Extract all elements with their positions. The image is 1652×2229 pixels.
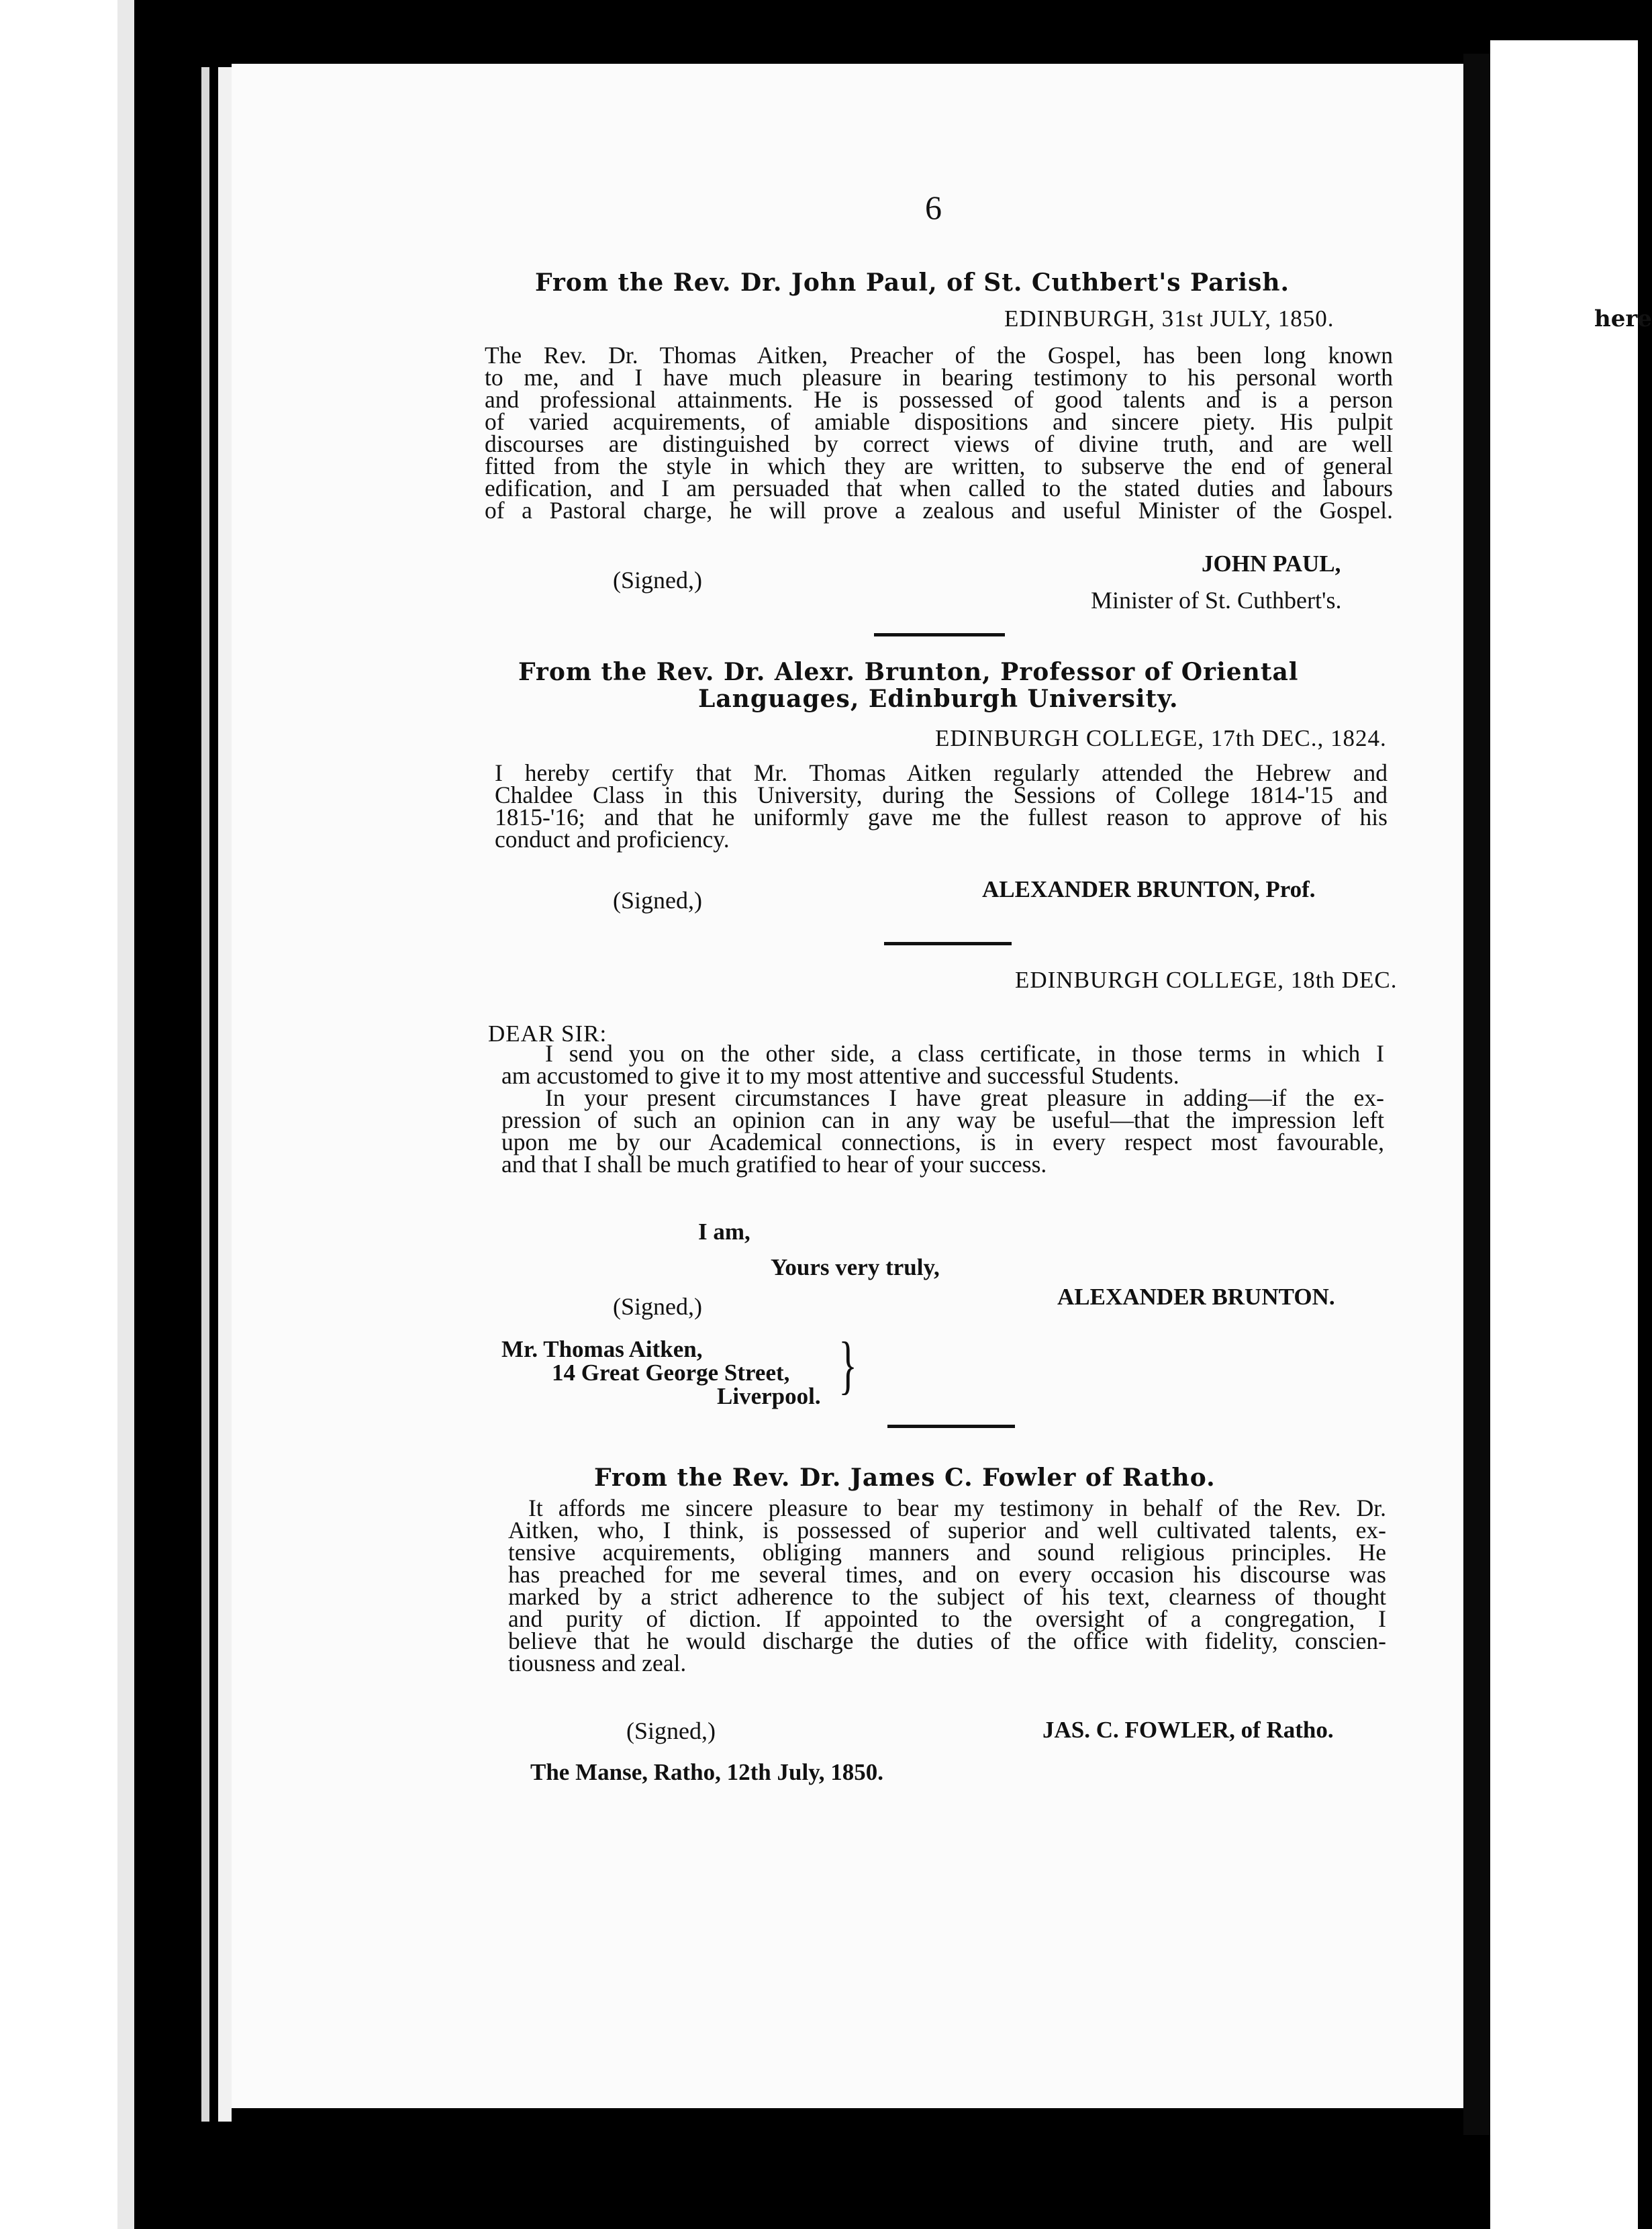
letter-4-place-date: The Manse, Ratho, 12th July, 1850. xyxy=(530,1759,884,1785)
page-edge xyxy=(218,67,232,2122)
address-line: Liverpool. xyxy=(717,1383,821,1409)
body-line: It affords me sincere pleasure to bear my testimony in behalf of the Rev. Dr. xyxy=(528,1495,1386,1521)
body-line: and purity of diction. If appointed to the oversight of a congregation, I xyxy=(508,1605,1386,1632)
letter-3-body xyxy=(501,1040,1384,1178)
body-line: am accustomed to give it to my most attentive and successful Students. xyxy=(501,1062,1179,1089)
letter-1-heading: From the Rev. Dr. John Paul, of St. Cuthbert's Parish. xyxy=(535,269,1290,297)
body-line: I hereby certify that Mr. Thomas Aitken regularly attended the Hebrew and xyxy=(495,759,1388,786)
letter-2-heading-line2: Languages, Edinburgh University. xyxy=(698,685,1179,713)
letter-4-body xyxy=(508,1497,1386,1674)
section-divider xyxy=(874,633,1005,636)
letter-3-closing-2: Yours very truly, xyxy=(771,1254,940,1280)
body-line: has preached for me several times, and on every occasion his discourse was xyxy=(508,1561,1386,1588)
letter-1-signature: JOHN PAUL, xyxy=(1202,551,1341,577)
body-line: of varied acquirements, of amiable dispositions and sincere piety. His pulpit xyxy=(485,408,1393,435)
letter-3-closing: I am, xyxy=(698,1219,750,1245)
body-line: discourses are distinguished by correct views of divine truth, and are well xyxy=(485,430,1393,457)
letter-4-heading: From the Rev. Dr. James C. Fowler of Ratho. xyxy=(594,1464,1216,1492)
section-divider xyxy=(884,942,1012,945)
facing-page xyxy=(1490,40,1638,2229)
book-spine xyxy=(1463,54,1490,2135)
letter-2-signature: ALEXANDER BRUNTON, Prof. xyxy=(982,876,1316,902)
letter-4-signature: JAS. C. FOWLER, of Ratho. xyxy=(1042,1717,1334,1743)
body-line: to me, and I have much pleasure in bearing testimony to his personal worth xyxy=(485,364,1393,391)
body-line: tensive acquirements, obliging manners and sound religious principles. He xyxy=(508,1539,1386,1566)
binding-gutter xyxy=(117,0,134,2229)
body-line: and professional attainments. He is possessed of good talents and is a person xyxy=(485,386,1393,413)
letter-1-body xyxy=(485,344,1393,522)
page-edge xyxy=(201,67,209,2122)
address-line: 14 Great George Street, xyxy=(552,1360,790,1386)
body-line: Chaldee Class in this University, during the Sessions of College 1814-'15 and xyxy=(495,781,1388,808)
body-line: The Rev. Dr. Thomas Aitken, Preacher of the Gospel, has been long known xyxy=(485,342,1393,369)
body-line: I send you on the other side, a class certificate, in those terms in which I xyxy=(545,1040,1384,1067)
section-divider xyxy=(887,1425,1015,1428)
address-brace: } xyxy=(838,1329,857,1401)
letter-3-dateline: EDINBURGH COLLEGE, 18th DEC. xyxy=(1015,967,1398,993)
body-line: 1815-'16; and that he uniformly gave me the fullest reason to approve of his xyxy=(495,804,1388,831)
body-line: pression of such an opinion can in any way be useful—that the impression left xyxy=(501,1106,1384,1133)
letter-1-dateline: EDINBURGH, 31st JULY, 1850. xyxy=(1004,305,1334,332)
letter-2-body xyxy=(495,759,1388,853)
letter-4-signed: (Signed,) xyxy=(626,1717,716,1744)
body-line: and that I shall be much gratified to hear of your success. xyxy=(501,1151,1047,1178)
letter-3-signed: (Signed,) xyxy=(613,1293,702,1320)
body-line: believe that he would discharge the duties of the office with fidelity, conscien- xyxy=(508,1627,1386,1654)
letter-1-signed: (Signed,) xyxy=(613,567,702,594)
letter-1-signature-title: Minister of St. Cuthbert's. xyxy=(1091,587,1342,614)
body-line: tiousness and zeal. xyxy=(508,1650,687,1676)
letter-3-salutation: DEAR SIR: xyxy=(488,1021,608,1047)
body-line: In your present circumstances I have great pleasure in adding—if the ex- xyxy=(545,1084,1384,1111)
body-line: marked by a strict adherence to the subject of his text, clearness of thought xyxy=(508,1583,1386,1610)
left-margin xyxy=(0,0,117,2229)
letter-3-signature: ALEXANDER BRUNTON. xyxy=(1057,1284,1335,1310)
letter-2-dateline: EDINBURGH COLLEGE, 17th DEC., 1824. xyxy=(935,725,1387,751)
letter-2-heading-line1: From the Rev. Dr. Alexr. Brunton, Professor of Oriental xyxy=(518,658,1299,686)
body-line: Aitken, who, I think, is possessed of superior and well cultivated talents, ex- xyxy=(508,1517,1386,1544)
letter-2-signed: (Signed,) xyxy=(613,887,702,914)
page-number: 6 xyxy=(925,189,942,226)
body-line: fitted from the style in which they are written, to subserve the end of general xyxy=(485,453,1393,479)
body-line: edification, and I am persuaded that when called to the stated duties and labours xyxy=(485,475,1393,502)
facing-page-text: here xyxy=(1594,305,1652,332)
body-line: upon me by our Academical connections, is in every respect most favourable, xyxy=(501,1129,1384,1155)
address-line: Mr. Thomas Aitken, xyxy=(501,1336,703,1362)
body-line: of a Pastoral charge, he will prove a zealous and useful Minister of the Gospel. xyxy=(485,497,1393,524)
body-line: conduct and proficiency. xyxy=(495,826,730,853)
